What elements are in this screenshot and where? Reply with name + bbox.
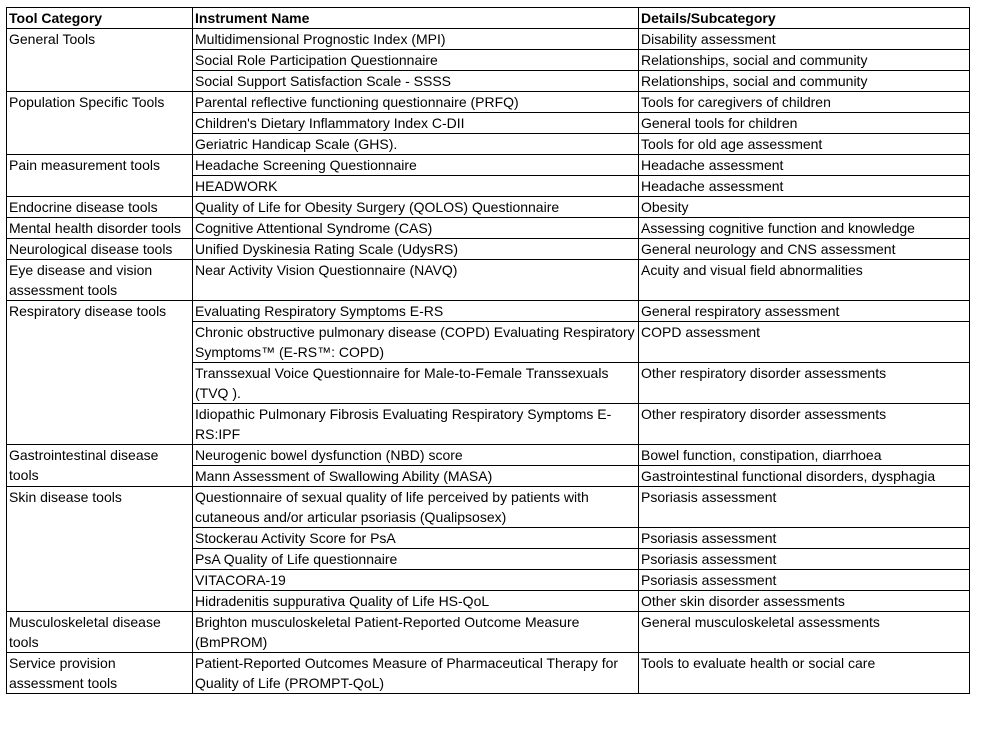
details-subcategory-cell: Relationships, social and community bbox=[639, 71, 970, 92]
instrument-name-cell: Questionnaire of sexual quality of life perceived by patients with cutaneous and/or articular psoriasis (Qualipsosex) bbox=[193, 487, 639, 528]
details-subcategory-cell: General neurology and CNS assessment bbox=[639, 239, 970, 260]
instrument-name-cell: Chronic obstructive pulmonary disease (COPD) Evaluating Respiratory Symptoms™ (E-RS™: COPD) bbox=[193, 322, 639, 363]
details-subcategory-cell: Other respiratory disorder assessments bbox=[639, 363, 970, 404]
tools-table-container bbox=[6, 7, 970, 694]
tool-category-cell: Population Specific Tools bbox=[7, 92, 193, 155]
instrument-name-cell: Children's Dietary Inflammatory Index C-DII bbox=[193, 113, 639, 134]
instrument-name-cell: Idiopathic Pulmonary Fibrosis Evaluating Respiratory Symptoms E-RS:IPF bbox=[193, 404, 639, 445]
details-subcategory-cell: Disability assessment bbox=[639, 29, 970, 50]
tool-category-cell: Musculoskeletal disease tools bbox=[7, 612, 193, 653]
instrument-name-cell: Evaluating Respiratory Symptoms E-RS bbox=[193, 301, 639, 322]
instrument-name-cell: Parental reflective functioning questionnaire (PRFQ) bbox=[193, 92, 639, 113]
details-subcategory-cell: Other respiratory disorder assessments bbox=[639, 404, 970, 445]
instrument-name-cell: VITACORA-19 bbox=[193, 570, 639, 591]
instrument-name-cell: Social Support Satisfaction Scale - SSSS bbox=[193, 71, 639, 92]
details-subcategory-cell: Tools for old age assessment bbox=[639, 134, 970, 155]
table-row bbox=[7, 29, 970, 50]
details-subcategory-cell: General tools for children bbox=[639, 113, 970, 134]
header-details-subcategory: Details/Subcategory bbox=[639, 8, 970, 29]
instrument-name-cell: Brighton musculoskeletal Patient-Reported Outcome Measure (BmPROM) bbox=[193, 612, 639, 653]
details-subcategory-cell: COPD assessment bbox=[639, 322, 970, 363]
tool-category-cell: Skin disease tools bbox=[7, 487, 193, 612]
table-row bbox=[7, 445, 970, 466]
instrument-name-cell: Cognitive Attentional Syndrome (CAS) bbox=[193, 218, 639, 239]
details-subcategory-cell: Assessing cognitive function and knowledge bbox=[639, 218, 970, 239]
table-row bbox=[7, 239, 970, 260]
instrument-name-cell: Headache Screening Questionnaire bbox=[193, 155, 639, 176]
tool-category-cell: Endocrine disease tools bbox=[7, 197, 193, 218]
table-row bbox=[7, 487, 970, 528]
table-row bbox=[7, 155, 970, 176]
tool-category-cell: Neurological disease tools bbox=[7, 239, 193, 260]
instrument-name-cell: Social Role Participation Questionnaire bbox=[193, 50, 639, 71]
tool-category-cell: Pain measurement tools bbox=[7, 155, 193, 197]
details-subcategory-cell: Psoriasis assessment bbox=[639, 528, 970, 549]
table-row bbox=[7, 301, 970, 322]
details-subcategory-cell: Other skin disorder assessments bbox=[639, 591, 970, 612]
details-subcategory-cell: General respiratory assessment bbox=[639, 301, 970, 322]
details-subcategory-cell: Obesity bbox=[639, 197, 970, 218]
details-subcategory-cell: Headache assessment bbox=[639, 155, 970, 176]
instrument-name-cell: Hidradenitis suppurativa Quality of Life HS-QoL bbox=[193, 591, 639, 612]
instrument-name-cell: Unified Dyskinesia Rating Scale (UdysRS) bbox=[193, 239, 639, 260]
instrument-name-cell: PsA Quality of Life questionnaire bbox=[193, 549, 639, 570]
table-row bbox=[7, 653, 970, 694]
instrument-name-cell: Neurogenic bowel dysfunction (NBD) score bbox=[193, 445, 639, 466]
tool-category-cell: Respiratory disease tools bbox=[7, 301, 193, 445]
instrument-name-cell: Stockerau Activity Score for PsA bbox=[193, 528, 639, 549]
details-subcategory-cell: Bowel function, constipation, diarrhoea bbox=[639, 445, 970, 466]
instrument-name-cell: Patient-Reported Outcomes Measure of Pharmaceutical Therapy for Quality of Life (PROMPT-QoL) bbox=[193, 653, 639, 694]
table-row bbox=[7, 260, 970, 301]
details-subcategory-cell: Tools to evaluate health or social care bbox=[639, 653, 970, 694]
tool-category-cell: General Tools bbox=[7, 29, 193, 92]
tool-category-cell: Eye disease and vision assessment tools bbox=[7, 260, 193, 301]
instrument-name-cell: Geriatric Handicap Scale (GHS). bbox=[193, 134, 639, 155]
instrument-name-cell: Mann Assessment of Swallowing Ability (MASA) bbox=[193, 466, 639, 487]
details-subcategory-cell: Headache assessment bbox=[639, 176, 970, 197]
header-row bbox=[7, 8, 970, 29]
table-row bbox=[7, 612, 970, 653]
table-body bbox=[7, 29, 970, 694]
details-subcategory-cell: Acuity and visual field abnormalities bbox=[639, 260, 970, 301]
instrument-name-cell: Transsexual Voice Questionnaire for Male-to-Female Transsexuals (TVQ ). bbox=[193, 363, 639, 404]
details-subcategory-cell: Psoriasis assessment bbox=[639, 570, 970, 591]
instrument-name-cell: Multidimensional Prognostic Index (MPI) bbox=[193, 29, 639, 50]
tool-category-cell: Service provision assessment tools bbox=[7, 653, 193, 694]
header-instrument-name: Instrument Name bbox=[193, 8, 639, 29]
header-tool-category: Tool Category bbox=[7, 8, 193, 29]
details-subcategory-cell: Relationships, social and community bbox=[639, 50, 970, 71]
tool-category-cell: Gastrointestinal disease tools bbox=[7, 445, 193, 487]
instrument-name-cell: Quality of Life for Obesity Surgery (QOLOS) Questionnaire bbox=[193, 197, 639, 218]
details-subcategory-cell: Psoriasis assessment bbox=[639, 549, 970, 570]
details-subcategory-cell: Gastrointestinal functional disorders, dysphagia bbox=[639, 466, 970, 487]
tool-category-cell: Mental health disorder tools bbox=[7, 218, 193, 239]
table-row bbox=[7, 218, 970, 239]
instrument-name-cell: Near Activity Vision Questionnaire (NAVQ) bbox=[193, 260, 639, 301]
details-subcategory-cell: Psoriasis assessment bbox=[639, 487, 970, 528]
table-row bbox=[7, 92, 970, 113]
details-subcategory-cell: General musculoskeletal assessments bbox=[639, 612, 970, 653]
tools-table bbox=[6, 7, 970, 694]
instrument-name-cell: HEADWORK bbox=[193, 176, 639, 197]
table-row bbox=[7, 197, 970, 218]
details-subcategory-cell: Tools for caregivers of children bbox=[639, 92, 970, 113]
